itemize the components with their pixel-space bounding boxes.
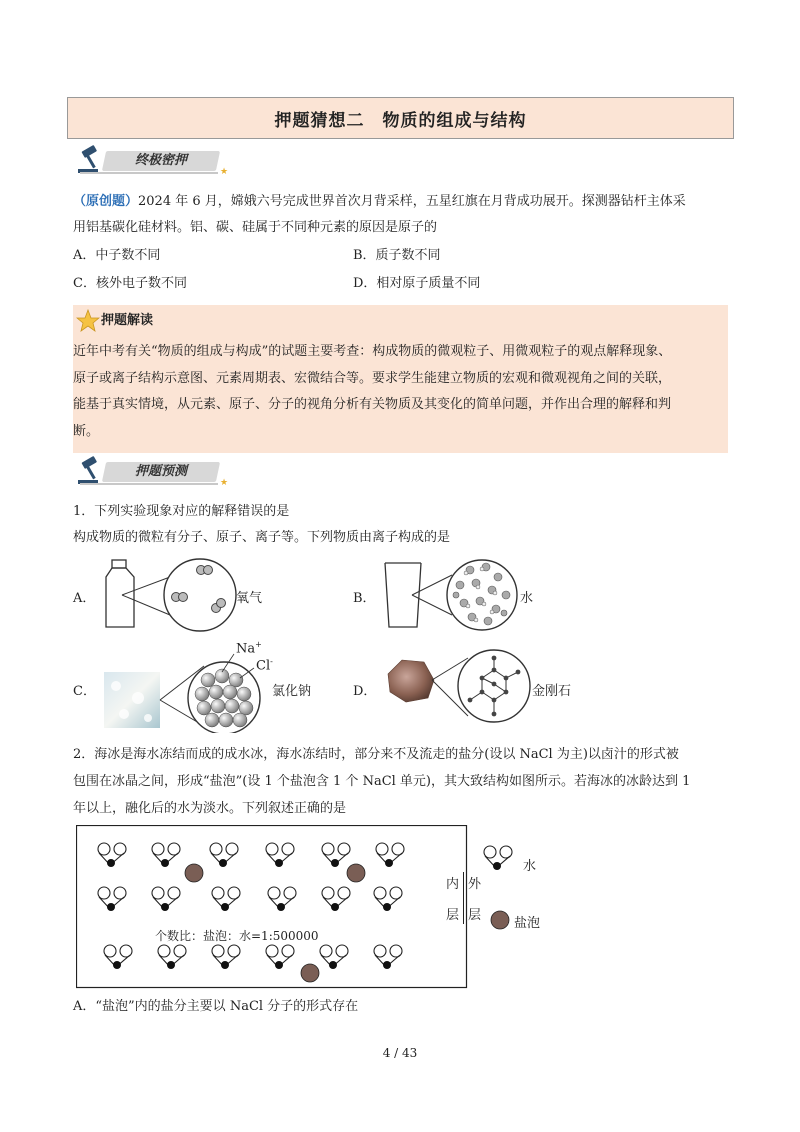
q1-line-2: 构成物质的微粒有分子、原子、离子等。下列物质由离子构成的是 — [73, 530, 451, 545]
water-glass-figure — [380, 555, 525, 635]
q1-option-c-letter: C． — [73, 684, 96, 699]
diamond-figure — [384, 646, 534, 726]
page-number: 4 / 43 — [382, 1046, 418, 1060]
q1-option-d-name: 金刚石 — [532, 684, 572, 699]
star-icon — [76, 308, 100, 334]
option-a: A．中子数不同 — [73, 248, 161, 263]
outer-layer-label-2: 层 — [468, 908, 482, 923]
q2-line-1: 2．海冰是海水冻结而成的成水冰，海水冻结时，部分来不及流走的盐分(设以 NaCl 为主)以卤汁的形式被 — [73, 747, 679, 762]
section-header-final — [60, 145, 260, 175]
q1-option-b-letter: B． — [353, 591, 376, 606]
page-title: 押题猜想二 物质的组成与结构 — [274, 110, 527, 131]
option-d: D．相对原子质量不同 — [353, 276, 481, 291]
interpretation-heading: 押题解读 — [101, 313, 154, 328]
section-label: 终极密押 — [134, 153, 187, 168]
section-header-prediction — [60, 456, 260, 486]
q2-option-a: A．“盐泡”内的盐分主要以 NaCl 分子的形式存在 — [73, 999, 359, 1014]
section-label: 押题预测 — [134, 464, 187, 479]
interpretation-box — [73, 305, 728, 453]
interpretation-body: 近年中考有关“物质的组成与构成”的试题主要考查：构成物质的微观粒子、用微观粒子的观点解释现象、 原子或离子结构示意图、元素周期表、宏微结合等。要求学生能建立物质的宏观和微观视角之间的关联， 能基于真实情境，从元素、原子、分子的视角分析有关物质及其变化的简单问题，并作出合理的解释和判 断。 — [73, 344, 672, 439]
q1-option-a-letter: A． — [73, 591, 96, 606]
chloride-ion-label: Cl- — [256, 657, 273, 674]
legend-salt-bubble-icon — [488, 908, 512, 932]
legend-water-icon — [476, 842, 526, 882]
q2-line-2: 包围在冰晶之间，形成“盐泡”(设 1 个盐泡含 1 个 NaCl 单元)，其大致结构如图所示。若海冰的冰龄达到 1 — [73, 774, 691, 789]
sea-ice-structure-diagram — [76, 825, 468, 990]
q1-line-1: 1．下列实验现象对应的解释错误的是 — [73, 504, 290, 519]
inner-layer-label-2: 层 — [446, 908, 460, 923]
q1-option-c-name: 氯化钠 — [272, 684, 312, 699]
legend-water-label: 水 — [523, 859, 537, 874]
question-line-1: （原创题）2024 年 6 月，嫦娥六号完成世界首次月背采样，五星红旗在月背成功展开。探测器钻杆主体采 — [73, 194, 686, 209]
ratio-label: 个数比：盐泡：水=1:500000 — [155, 929, 319, 943]
oxygen-bottle-figure — [100, 555, 240, 635]
q1-option-b-name: 水 — [520, 591, 534, 606]
q1-option-d-letter: D． — [353, 684, 377, 699]
star-icon: ★ — [220, 478, 229, 488]
q2-line-3: 年以上，融化后的水为淡水。下列叙述正确的是 — [73, 801, 347, 816]
question-tag: （原创题） — [73, 194, 139, 209]
inner-layer-label-1: 内 — [446, 877, 460, 892]
q1-option-a-name: 氧气 — [236, 591, 263, 606]
legend-salt-label: 盐泡 — [514, 916, 541, 931]
sodium-ion-label: Na+ — [236, 640, 262, 657]
question-line-2: 用铝基碳化硅材料。铝、碳、硅属于不同种元素的原因是原子的 — [73, 220, 438, 235]
option-c: C．核外电子数不同 — [73, 276, 187, 291]
outer-layer-label-1: 外 — [468, 877, 482, 892]
page-title-box — [67, 97, 734, 139]
option-b: B．质子数不同 — [353, 248, 441, 263]
star-icon: ★ — [220, 167, 229, 177]
